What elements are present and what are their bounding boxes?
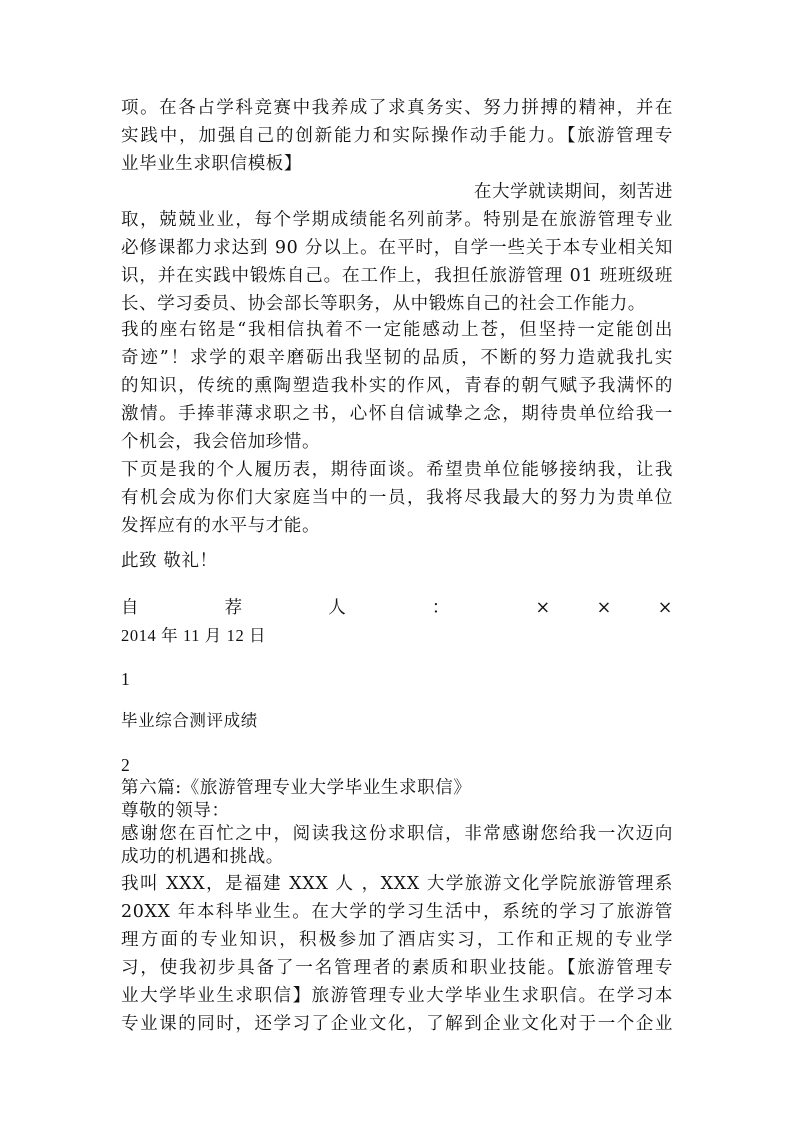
- text-line: 我的座右铭是“我相信执着不一定能感动上苍，但坚持一定能创出: [121, 320, 673, 340]
- text-line: 发挥应有的水平与才能。: [121, 516, 321, 536]
- text-line: 项。在各占学科竞赛中我养成了求真务实、努力拼搏的精神，并在: [121, 98, 673, 118]
- article-title: 第六篇:《旅游管理专业大学毕业生求职信》: [121, 778, 472, 798]
- text-line: 的知识，传统的熏陶塑造我朴实的作风，青春的朝气赋予我满怀的: [121, 376, 673, 396]
- paragraph-motto: [121, 316, 673, 456]
- signature-char: ：: [431, 598, 490, 618]
- signature-line: [121, 594, 673, 622]
- paragraph-interview: [121, 456, 673, 540]
- signature-char: ×: [596, 598, 612, 618]
- text-line: 有机会成为你们大家庭当中的一员，我将尽我最大的努力为贵单位: [121, 488, 673, 508]
- text-line: 业大学毕业生求职信】旅游管理专业大学毕业生求职信。在学习本: [121, 986, 673, 1006]
- text-line: 我叫 XXX，是福建 XXX 人 ，XXX 大学旅游文化学院旅游管理系: [121, 874, 673, 894]
- text-line: 感谢您在百忙之中，阅读我这份求职信，非常感谢您给我一次迈向: [121, 824, 673, 844]
- text-line: 专业课的同时，还学习了企业文化，了解到企业文化对于一个企业: [121, 1014, 673, 1034]
- text-line: 20XX 年本科毕业生。在大学的学习生活中，系统的学习了旅游管: [121, 902, 673, 922]
- signature-block: [121, 594, 673, 650]
- page-number: 2: [121, 755, 131, 775]
- text-line: 下页是我的个人履历表，期待面谈。希望贵单位能够接纳我，让我: [121, 460, 673, 480]
- text-line: 激情。手捧菲薄求职之书，心怀自信诚挚之念，期待贵单位给我一: [121, 404, 673, 424]
- text-line: 取，兢兢业业，每个学期成绩能名列前茅。特别是在旅游管理专业: [121, 210, 673, 230]
- article-header: [121, 777, 673, 869]
- text-line-indented: 在大学就读期间，刻苦进: [473, 182, 673, 202]
- signature-char: 荐: [224, 598, 283, 618]
- section-label: 毕业综合测评成绩: [121, 711, 258, 730]
- date: 2014 年 11 月 12 日: [121, 626, 267, 645]
- text-line: 成功的机遇和挑战。: [121, 847, 284, 867]
- text-line: 习，使我初步具备了一名管理者的素质和职业技能。【旅游管理专: [121, 958, 673, 978]
- signature-char: 人: [328, 598, 387, 618]
- page-number: 1: [121, 669, 131, 689]
- signature-char: ×: [657, 598, 673, 618]
- text-line: 个机会，我会倍加珍惜。: [121, 432, 321, 452]
- text-line: 理方面的专业知识，积极参加了酒店实习，工作和正规的专业学: [121, 930, 673, 950]
- closing: [121, 547, 673, 575]
- signature-char: 自: [121, 598, 179, 618]
- paragraph-intro: [121, 870, 673, 1038]
- closing-text: 此致 敬礼！: [121, 551, 218, 571]
- signature-char: ×: [535, 598, 551, 618]
- text-line: 识，并在实践中锻炼自己。在工作上，我担任旅游管理 01 班班级班: [121, 266, 673, 286]
- text-line: 长、学习委员、协会部长等职务，从中锻炼自己的社会工作能力。: [121, 294, 646, 314]
- text-line: 奇迹”！求学的艰辛磨砺出我坚韧的品质，不断的努力造就我扎实: [121, 348, 673, 368]
- text-line: 业毕业生求职信模板】: [121, 154, 302, 174]
- paragraph-continued: [121, 94, 673, 318]
- salutation: 尊敬的领导：: [121, 801, 230, 821]
- text-line: 实践中，加强自己的创新能力和实际操作动手能力。【旅游管理专: [121, 126, 673, 146]
- text-line: 必修课都力求达到 90 分以上。在平时，自学一些关于本专业相关知: [121, 238, 673, 258]
